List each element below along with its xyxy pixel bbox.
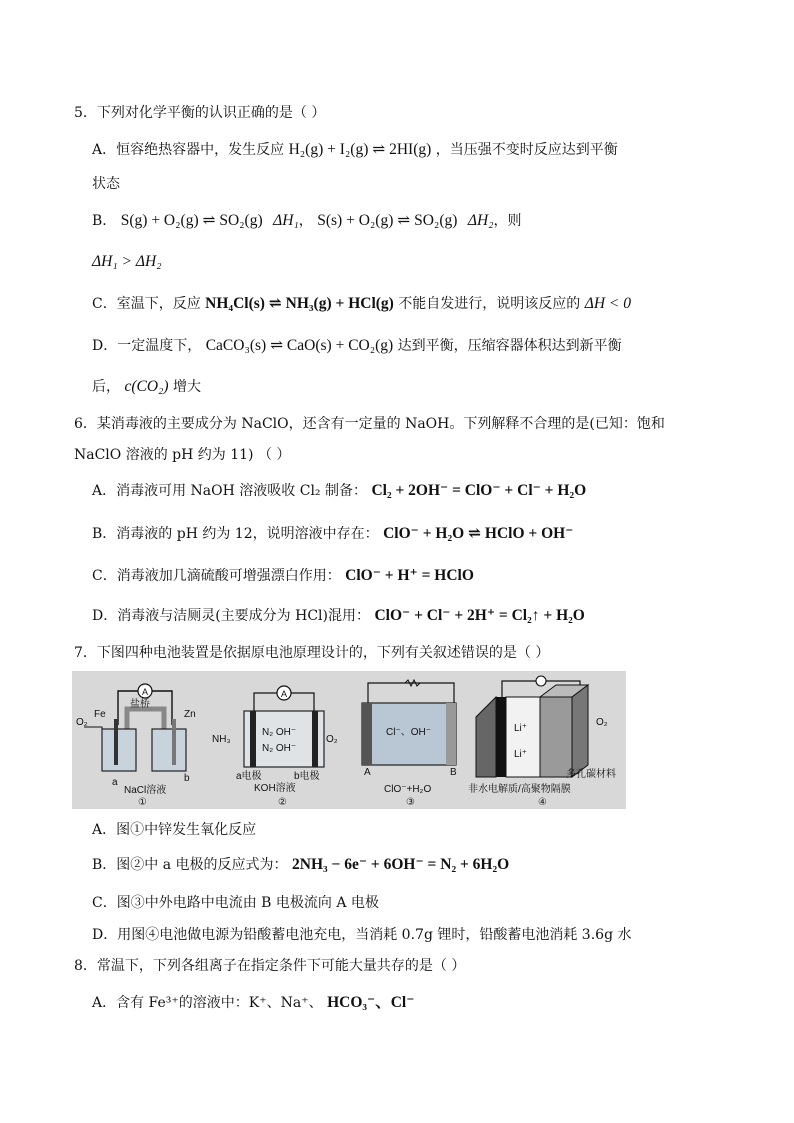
q6-option-d xyxy=(92,606,585,626)
p4-li2: Li⁺ xyxy=(514,749,528,760)
q5-b-label: B． xyxy=(92,213,117,229)
q6-option-b xyxy=(92,524,573,544)
q6-b-label: B．消毒液的 pH 约为 12，说明溶液中存在： xyxy=(92,526,379,542)
battery-figure xyxy=(72,671,626,809)
q5-b-dh2: ΔH₂ xyxy=(467,212,494,229)
q5-option-b xyxy=(92,211,522,231)
p3-num: ③ xyxy=(406,797,415,808)
p1-o2: O₂ xyxy=(76,717,88,728)
p2-bel: b电极 xyxy=(294,771,320,782)
q5-d-equation: CaCO₃(s) ⇌ CaO(s) + CO₂(g) xyxy=(205,337,394,354)
q5-b-comma: ， xyxy=(298,213,313,229)
q5-b-tail: ，则 xyxy=(493,213,522,229)
q5-b-equation-1: S(g) + O₂(g) ⇌ SO₂(g) xyxy=(120,212,263,229)
q5-d-tail: 达到平衡，压缩容器体积达到新平衡 xyxy=(397,338,622,354)
q6-option-c xyxy=(92,566,474,586)
q6-a-equation: Cl₂ + 2OH⁻ = ClO⁻ + Cl⁻ + H₂O xyxy=(371,482,587,499)
p4-num: ④ xyxy=(538,797,547,808)
q6-b-equation: ClO⁻ + H₂O ⇌ HClO + OH⁻ xyxy=(383,525,574,542)
p2-o2: O₂ xyxy=(326,734,338,745)
p3-feed: ClO⁻+H₂O xyxy=(384,784,432,795)
q6-option-a xyxy=(92,481,586,501)
p2-nh3: NH₃ xyxy=(212,734,231,745)
q5-option-d xyxy=(92,336,622,356)
p1-meter: A xyxy=(141,687,149,697)
p1-zn: Zn xyxy=(184,709,196,720)
q5-a-equation: H₂(g) + I₂(g) ⇌ 2HI(g) xyxy=(288,141,432,158)
q5-d-continuation xyxy=(92,377,201,397)
p4-li1: Li⁺ xyxy=(514,723,528,734)
q8-stem: 8．常温下，下列各组离子在指定条件下可能大量共存的是（ ） xyxy=(74,958,466,974)
q5-b-equation-2: S(s) + O₂(g) ⇌ SO₂(g) xyxy=(317,212,458,229)
p1-sol: NaCl溶液 xyxy=(124,785,167,796)
p1-bridge: 盐桥 xyxy=(130,699,150,710)
q7-option-a: A．图①中锌发生氧化反应 xyxy=(92,822,257,838)
q6-d-label: D．消毒液与洁厕灵(主要成分为 HCl)混用： xyxy=(92,608,370,624)
p1-b: b xyxy=(184,773,190,784)
q7-b-label: B．图②中 a 电极的反应式为： xyxy=(92,857,288,873)
q5-d-label: D．一定温度下， xyxy=(92,338,202,354)
q5-c-tail: 不能自发进行，说明该反应的 xyxy=(398,296,581,312)
q7-stem: 7．下图四种电池装置是依据原电池原理设计的，下列有关叙述错误的是（ ） xyxy=(74,645,550,661)
q5-c-condition: ΔH < 0 xyxy=(584,295,632,312)
q5-a-label: A．恒容绝热容器中，发生反应 xyxy=(92,142,285,158)
q6-d-equation: ClO⁻ + Cl⁻ + 2H⁺ = Cl₂↑ + H₂O xyxy=(374,607,585,624)
q5-a-tail: ，当压强不变时反应达到平衡 xyxy=(435,142,618,158)
p3-b: B xyxy=(450,767,457,778)
q8-a-label: A．含有 Fe³⁺的溶液中：K⁺、Na⁺、 xyxy=(92,995,323,1011)
q7-option-c: C．图③中外电路中电流由 B 电极流向 A 电极 xyxy=(92,895,379,911)
p4-carbon: 多孔碳材料 xyxy=(566,769,616,780)
q7-option-b xyxy=(92,855,509,875)
battery-diagrams xyxy=(72,671,626,809)
q7-option-d: D．用图④电池做电源为铅酸蓄电池充电，当消耗 0.7g 锂时，铅酸蓄电池消耗 3.6g 水 xyxy=(92,927,632,943)
panel-3 xyxy=(362,680,457,808)
q5-b-continuation: ΔH₁ > ΔH₂ xyxy=(92,253,162,270)
p1-num: ① xyxy=(138,797,147,808)
panel-2 xyxy=(212,686,338,808)
q6-stem-line-2: NaClO 溶液的 pH 约为 11) （ ） xyxy=(74,447,291,463)
p2-meter: A xyxy=(280,689,288,699)
p4-o2: O₂ xyxy=(596,717,608,728)
lamp-icon xyxy=(536,676,546,686)
q5-d-cont-pre: 后， xyxy=(92,379,120,395)
q7-b-equation: 2NH₃ − 6e⁻ + 6OH⁻ = N₂ + 6H₂O xyxy=(292,856,510,873)
p2-ael: a电极 xyxy=(236,771,262,782)
p2-n2-b: N₂ OH⁻ xyxy=(262,743,297,754)
p2-num: ② xyxy=(278,797,287,808)
q6-a-label: A．消毒液可用 NaOH 溶液吸收 Cl₂ 制备： xyxy=(92,483,367,499)
q5-a-continuation: 状态 xyxy=(92,176,120,192)
q8-a-ions: HCO₃⁻、Cl⁻ xyxy=(327,994,415,1011)
q6-stem-line-1: 6．某消毒液的主要成分为 NaClO，还含有一定量的 NaOH。下列解释不合理的是(已知：饱和 xyxy=(74,416,665,432)
p4-membrane: 非水电解质/高聚物隔膜 xyxy=(468,784,571,795)
panel-1 xyxy=(76,684,196,808)
p1-fe: Fe xyxy=(94,709,106,720)
q5-option-c xyxy=(92,294,631,314)
q5-stem: 5．下列对化学平衡的认识正确的是（ ） xyxy=(74,105,326,121)
panel-4 xyxy=(468,676,616,808)
q6-c-label: C．消毒液加几滴硫酸可增强漂白作用： xyxy=(92,568,341,584)
p1-a: a xyxy=(112,777,118,788)
p3-a: A xyxy=(364,767,371,778)
q5-d-cont-post: 增大 xyxy=(173,379,202,395)
q6-c-equation: ClO⁻ + H⁺ = HClO xyxy=(345,567,474,584)
p3-ions: Cl⁻、OH⁻ xyxy=(386,727,431,738)
q5-option-a xyxy=(92,140,618,160)
q5-c-label: C．室温下，反应 xyxy=(92,296,201,312)
q5-d-cont-eq: c(CO₂) xyxy=(124,378,169,395)
q5-b-dh1: ΔH₁ xyxy=(273,212,299,229)
p2-n2-a: N₂ OH⁻ xyxy=(262,727,297,738)
q5-c-equation: NH₄Cl(s) ⇌ NH₃(g) + HCl(g) xyxy=(205,295,394,312)
p2-sol: KOH溶液 xyxy=(254,783,296,794)
q8-option-a xyxy=(92,993,414,1013)
